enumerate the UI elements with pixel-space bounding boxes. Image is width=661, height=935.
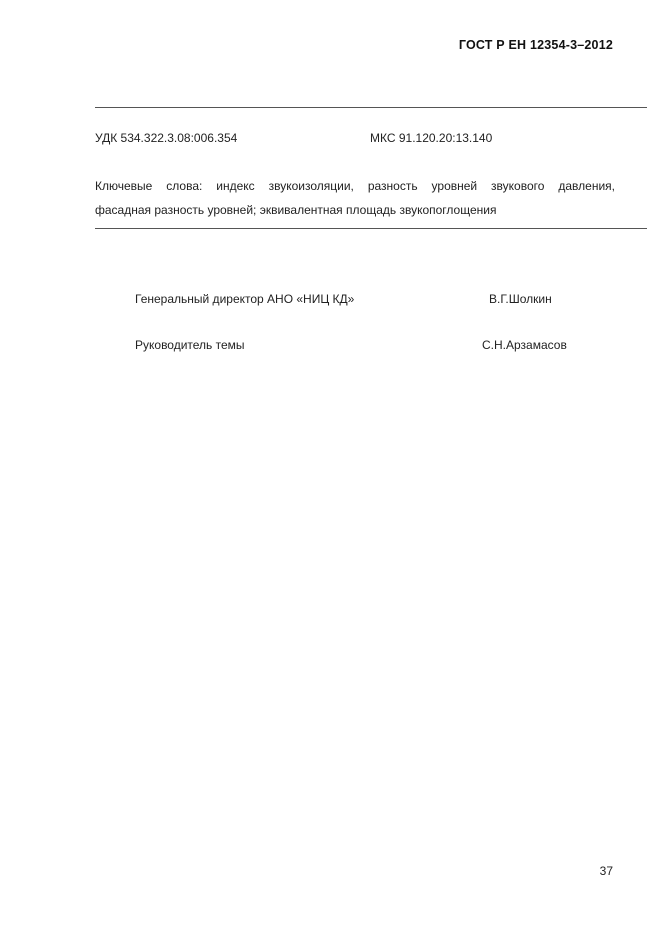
standard-code: ГОСТ Р ЕН 12354-3–2012 [458, 38, 613, 52]
udc-code: УДК 534.322.3.08:006.354 [95, 131, 238, 145]
keywords-block [95, 174, 615, 222]
signatory-name: В.Г.Шолкин [489, 292, 552, 306]
top-divider [95, 107, 647, 108]
signatory-name: С.Н.Арзамасов [482, 338, 567, 352]
signatory-role: Генеральный директор АНО «НИЦ КД» [135, 292, 355, 306]
page-number: 37 [599, 864, 613, 878]
ics-code: МКС 91.120.20:13.140 [370, 131, 493, 145]
signatory-role: Руководитель темы [135, 338, 245, 352]
keywords-line-1: Ключевые слова: индекс звукоизоляции, разность уровней звукового давления, [95, 179, 615, 193]
keywords-line-2: фасадная разность уровней; эквивалентная площадь звукопоглощения [95, 203, 497, 217]
bottom-divider [95, 228, 647, 229]
